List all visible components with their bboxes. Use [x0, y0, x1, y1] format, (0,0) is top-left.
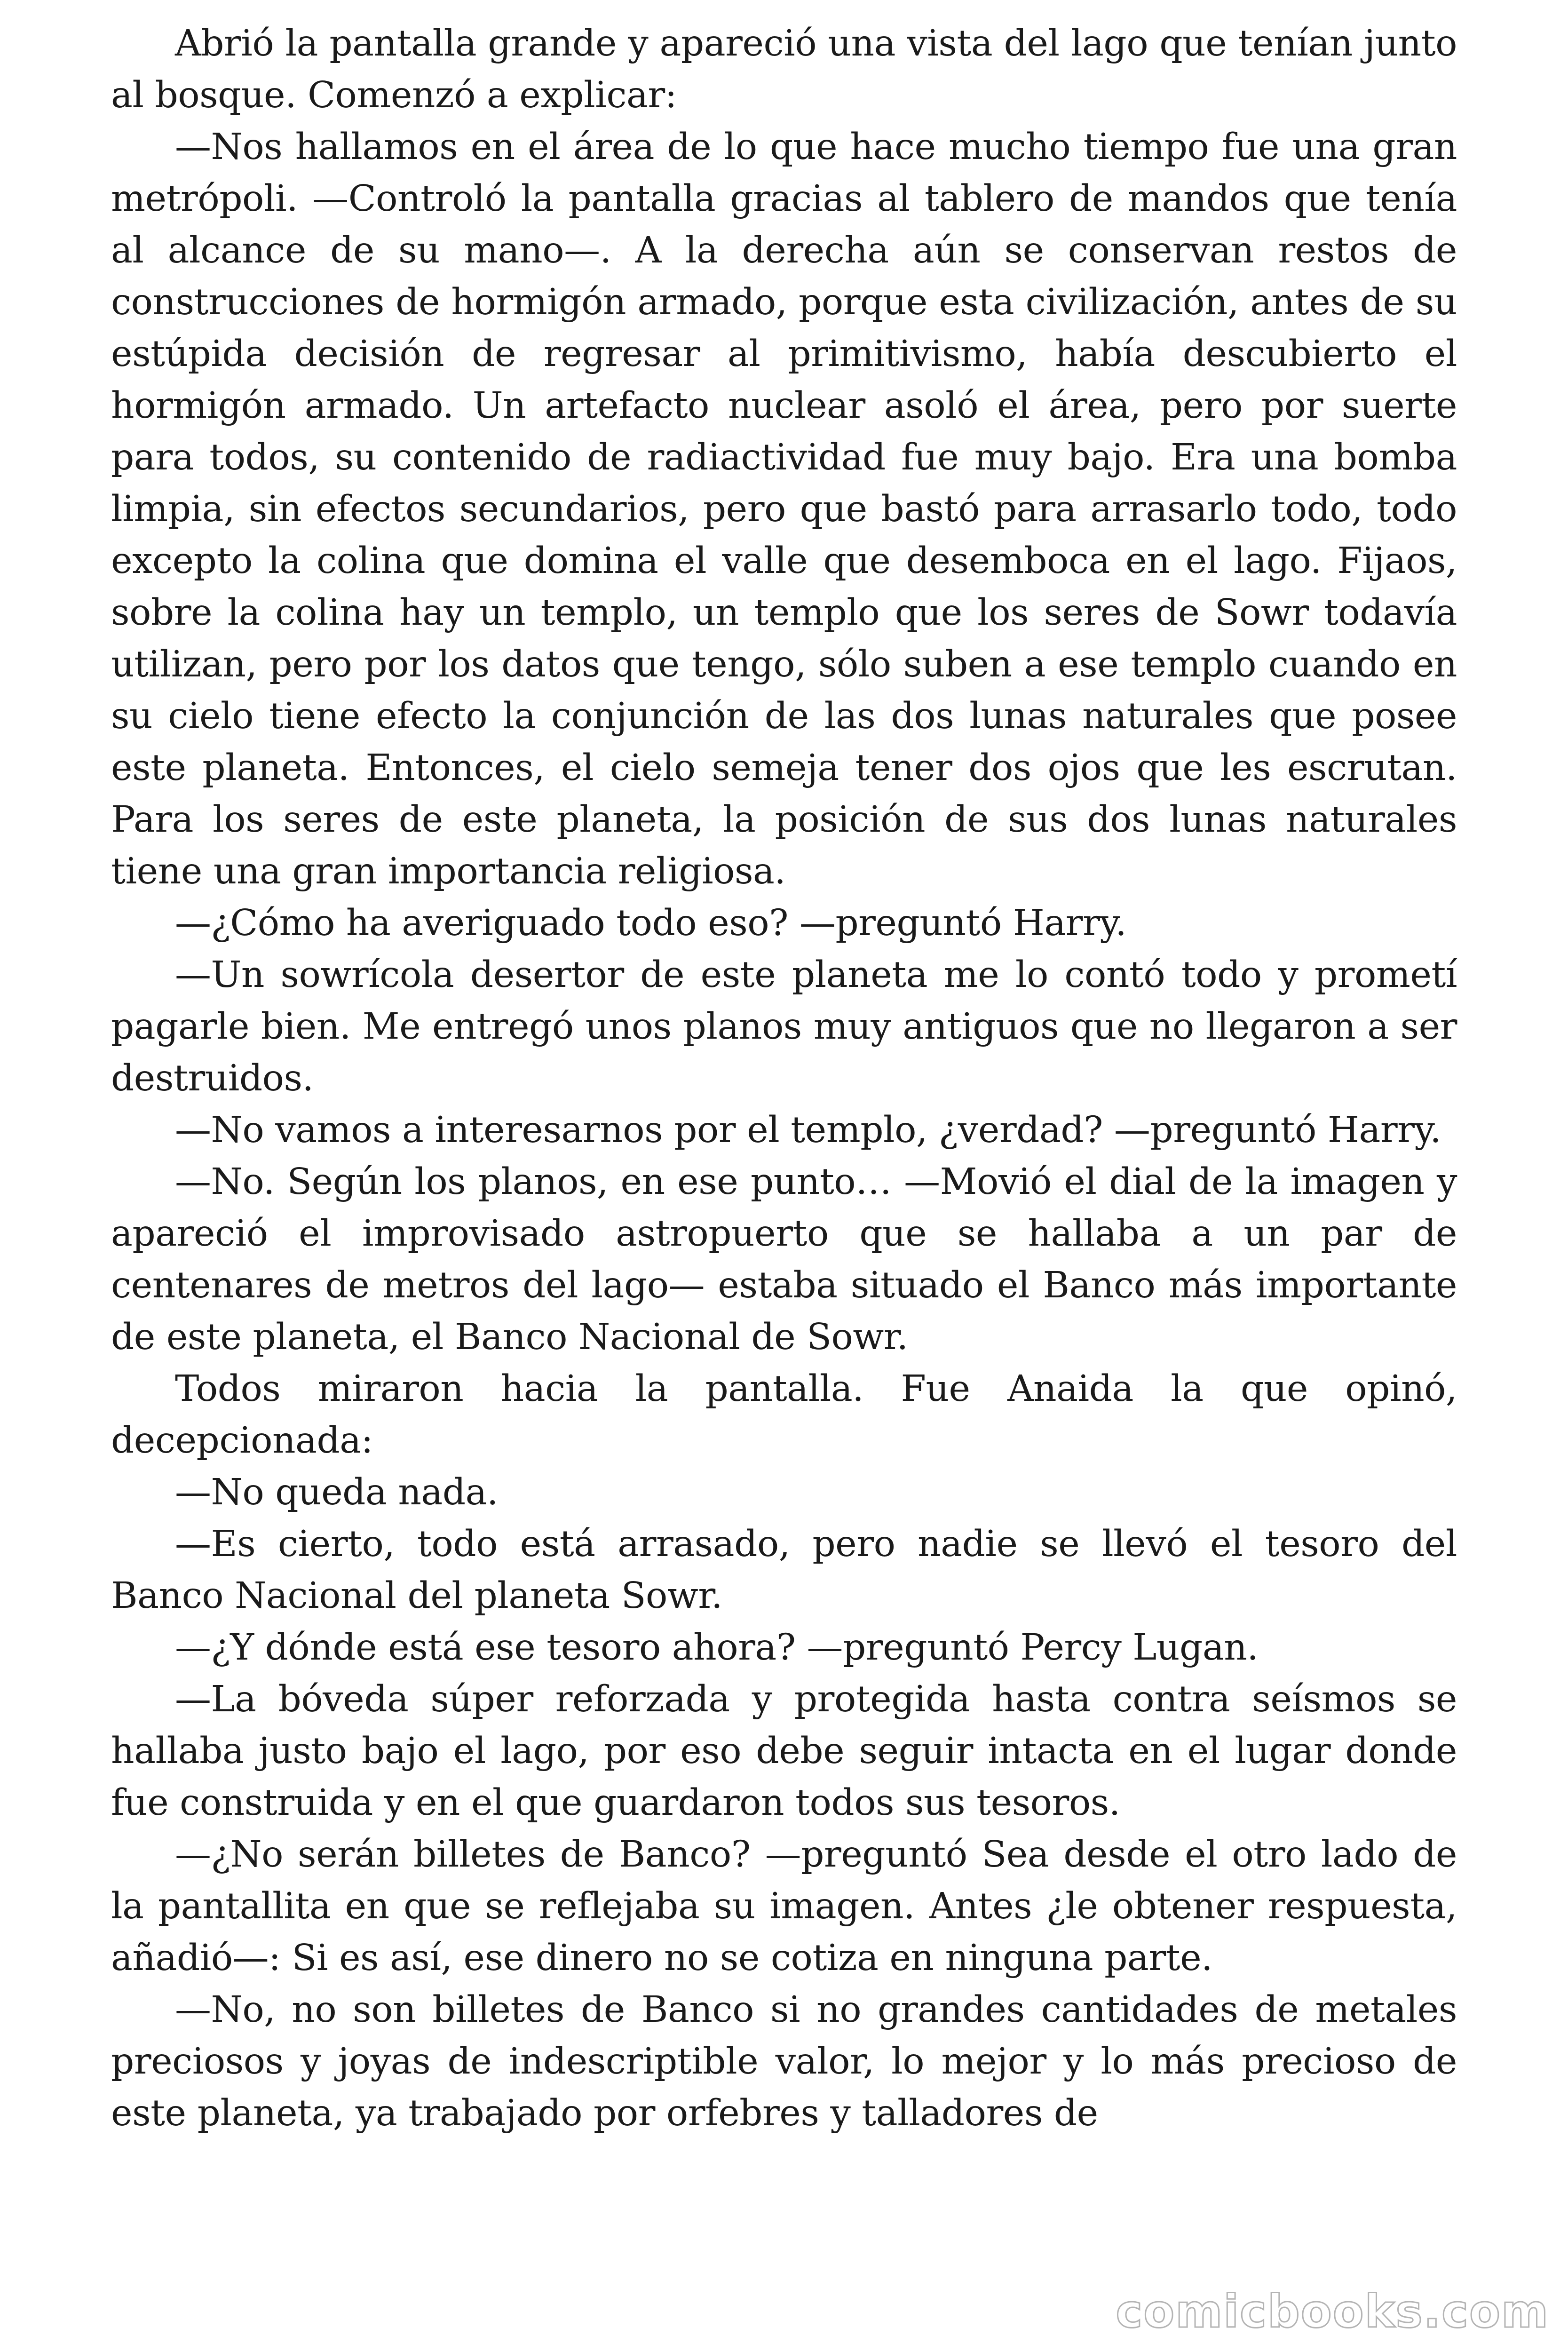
paragraph-temple-question: —No vamos a interesarnos por el templo, ¿verdad? —preguntó Harry. — [175, 1109, 1441, 1151]
paragraph-metropolis: —Nos hallamos en el área de lo que hace mucho tiempo fue una gran metrópoli. —Controló la pantalla gracias al tablero de mandos que tenía al alcance de su mano—. A la derecha aún se conservan restos de construcciones de hormigón armado, porque esta civilización, antes de su estúpida decisión de regresar al primitivismo, había descubierto el hormigón armado. Un artefacto nuclear asoló el área, pero por suerte para todos, su contenido de radiactividad fue muy bajo. Era una bomba limpia, sin efectos secundarios, pero que bastó para arrasarlo todo, todo excepto la colina que domina el valle que desemboca en el lago. Fijaos, sobre la colina hay un templo, un templo que los seres de Sowr todavía utilizan, pero por los datos que tengo, sólo suben a ese templo cuando en su cielo tiene efecto la conjunción de las dos lunas naturales que posee este planeta. Entonces, el cielo semeja tener dos ojos que les escrutan. Para los seres de este planeta, la posición de sus dos lunas naturales tiene una gran importancia religiosa. — [111, 126, 1457, 892]
paragraph-nothing-left: —No queda nada. — [175, 1471, 499, 1513]
paragraph-bank-location: —No. Según los planos, en ese punto… —Movió el dial de la imagen y apareció el improvisado astropuerto que se hallaba a un par de centenares de metros del lago— estaba situado el Banco más importante de este planeta, el Banco Nacional de Sowr. — [111, 1161, 1457, 1358]
paragraph-vault: —La bóveda súper reforzada y protegida hasta contra seísmos se hallaba justo bajo el lago, por eso debe seguir intacta en el lugar donde fue construida y en el que guardaron todos sus tesoros. — [111, 1678, 1457, 1824]
paragraph-anaida: Todos miraron hacia la pantalla. Fue Anaida la que opinó, decepcionada: — [111, 1368, 1457, 1462]
paragraph-intro: Abrió la pantalla grande y apareció una vista del lago que tenían junto al bosque. Comenzó a explicar: — [111, 23, 1457, 116]
paragraph-sea-question: —¿No serán billetes de Banco? —preguntó Sea desde el otro lado de la pantallita en que se reflejaba su imagen. Antes ¿le obtener respuesta, añadió—: Si es así, ese dinero no se cotiza en ninguna parte. — [111, 1834, 1457, 1979]
paragraph-percy-question: —¿Y dónde está ese tesoro ahora? —preguntó Percy Lugan. — [175, 1627, 1259, 1669]
paragraph-deserter: —Un sowrícola desertor de este planeta me lo contó todo y prometí pagarle bien. Me entregó unos planos muy antiguos que no llegaron a ser destruidos. — [111, 954, 1457, 1099]
paragraph-precious-metals: —No, no son billetes de Banco si no grandes cantidades de metales preciosos y joyas de indescriptible valor, lo mejor y lo más precioso de este planeta, ya trabajado por orfebres y talladores de — [111, 1989, 1457, 2134]
paragraph-harry-question: —¿Cómo ha averiguado todo eso? —preguntó Harry. — [175, 902, 1127, 944]
paragraph-treasure-intact: —Es cierto, todo está arrasado, pero nadie se llevó el tesoro del Banco Nacional del planeta Sowr. — [111, 1523, 1457, 1617]
book-page — [111, 18, 1457, 2323]
watermark-logo: comicbooks.com — [1116, 2285, 1549, 2338]
